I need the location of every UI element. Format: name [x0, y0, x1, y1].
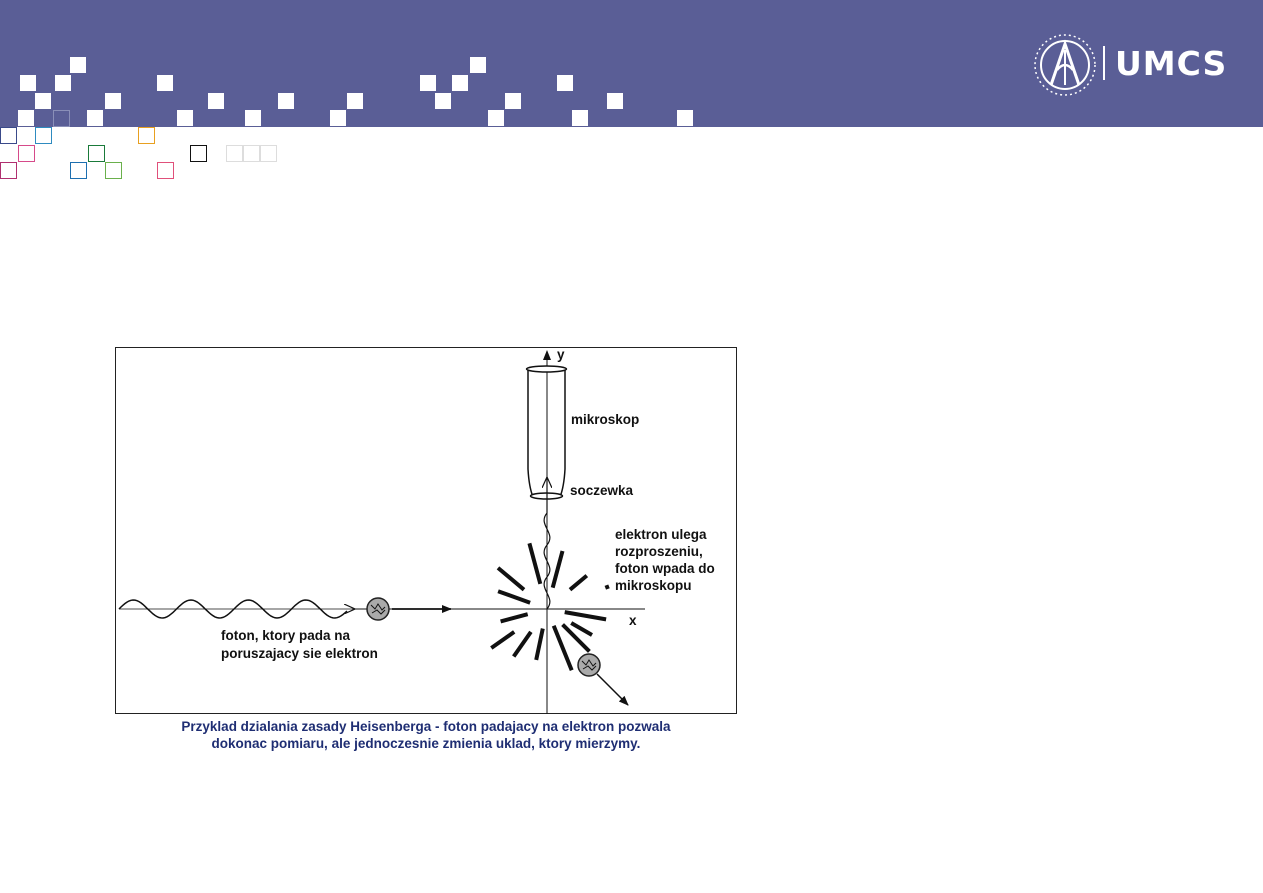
photon-label: foton, ktory pada na poruszajacy sie elektron — [221, 628, 378, 661]
decorative-pixel-pattern — [0, 0, 700, 200]
pixel-square — [556, 128, 572, 144]
pixel-square — [330, 110, 346, 126]
pixel-square — [347, 93, 363, 109]
caption-line-2: dokonac pomiaru, ale jednoczesnie zmienia uklad, ktory mierzymy. — [211, 736, 641, 751]
pixel-square — [20, 75, 36, 91]
pixel-square-outline — [35, 127, 52, 144]
pixel-square — [278, 93, 294, 109]
pixel-square — [488, 110, 504, 126]
pixel-square — [208, 93, 224, 109]
caption-line-1: Przyklad dzialania zasady Heisenberga - foton padajacy na elektron pozwala — [181, 719, 671, 734]
pixel-square-outline — [88, 145, 105, 162]
pixel-square — [505, 93, 521, 109]
pixel-square-outline — [105, 162, 122, 179]
pixel-square — [452, 128, 468, 144]
pixel-square-outline — [260, 145, 277, 162]
pixel-square — [590, 128, 606, 144]
pixel-square — [470, 57, 486, 73]
pixel-square-outline — [190, 145, 207, 162]
pixel-square-outline — [18, 145, 35, 162]
electron-incoming — [367, 598, 389, 620]
pixel-square-outline — [138, 127, 155, 144]
umcs-emblem-icon — [1025, 30, 1105, 100]
pixel-square — [557, 75, 573, 91]
pixel-square — [312, 128, 328, 144]
figure-caption — [115, 718, 737, 752]
pixel-square — [538, 145, 554, 161]
pixel-square — [105, 93, 121, 109]
logo-text: UMCS — [1115, 44, 1228, 83]
pixel-square — [70, 57, 86, 73]
electron-scattered — [578, 654, 600, 676]
pixel-square — [607, 93, 623, 109]
pixel-square — [420, 75, 436, 91]
scatter-label: elektron ulega rozproszeniu, foton wpada do mikroskopu — [615, 527, 715, 593]
microscope-label: mikroskop — [571, 412, 640, 427]
pixel-square — [677, 110, 693, 126]
pixel-square — [623, 128, 639, 144]
burst-ray — [605, 586, 609, 587]
logo-divider — [1103, 46, 1105, 80]
heisenberg-diagram — [115, 347, 737, 714]
axis-y-label: y — [557, 347, 565, 362]
pixel-square — [18, 110, 34, 126]
pixel-square — [177, 110, 193, 126]
pixel-square-outline — [157, 162, 174, 179]
pixel-square-outline — [0, 127, 17, 144]
pixel-square-outline — [0, 162, 17, 179]
pixel-square — [87, 110, 103, 126]
pixel-square — [35, 93, 51, 109]
pixel-square-outline — [70, 162, 87, 179]
pixel-square — [416, 128, 432, 144]
pixel-square — [452, 75, 468, 91]
pixel-square — [55, 75, 71, 91]
pixel-square — [245, 110, 261, 126]
pixel-square-outline — [226, 145, 243, 162]
lens-label: soczewka — [570, 483, 634, 498]
pixel-square-outline — [243, 145, 260, 162]
pixel-square — [364, 145, 380, 161]
pixel-square — [572, 110, 588, 126]
pixel-square — [157, 75, 173, 91]
axis-x-label: x — [629, 613, 637, 628]
pixel-square-outline — [53, 110, 70, 127]
pixel-square — [435, 93, 451, 109]
